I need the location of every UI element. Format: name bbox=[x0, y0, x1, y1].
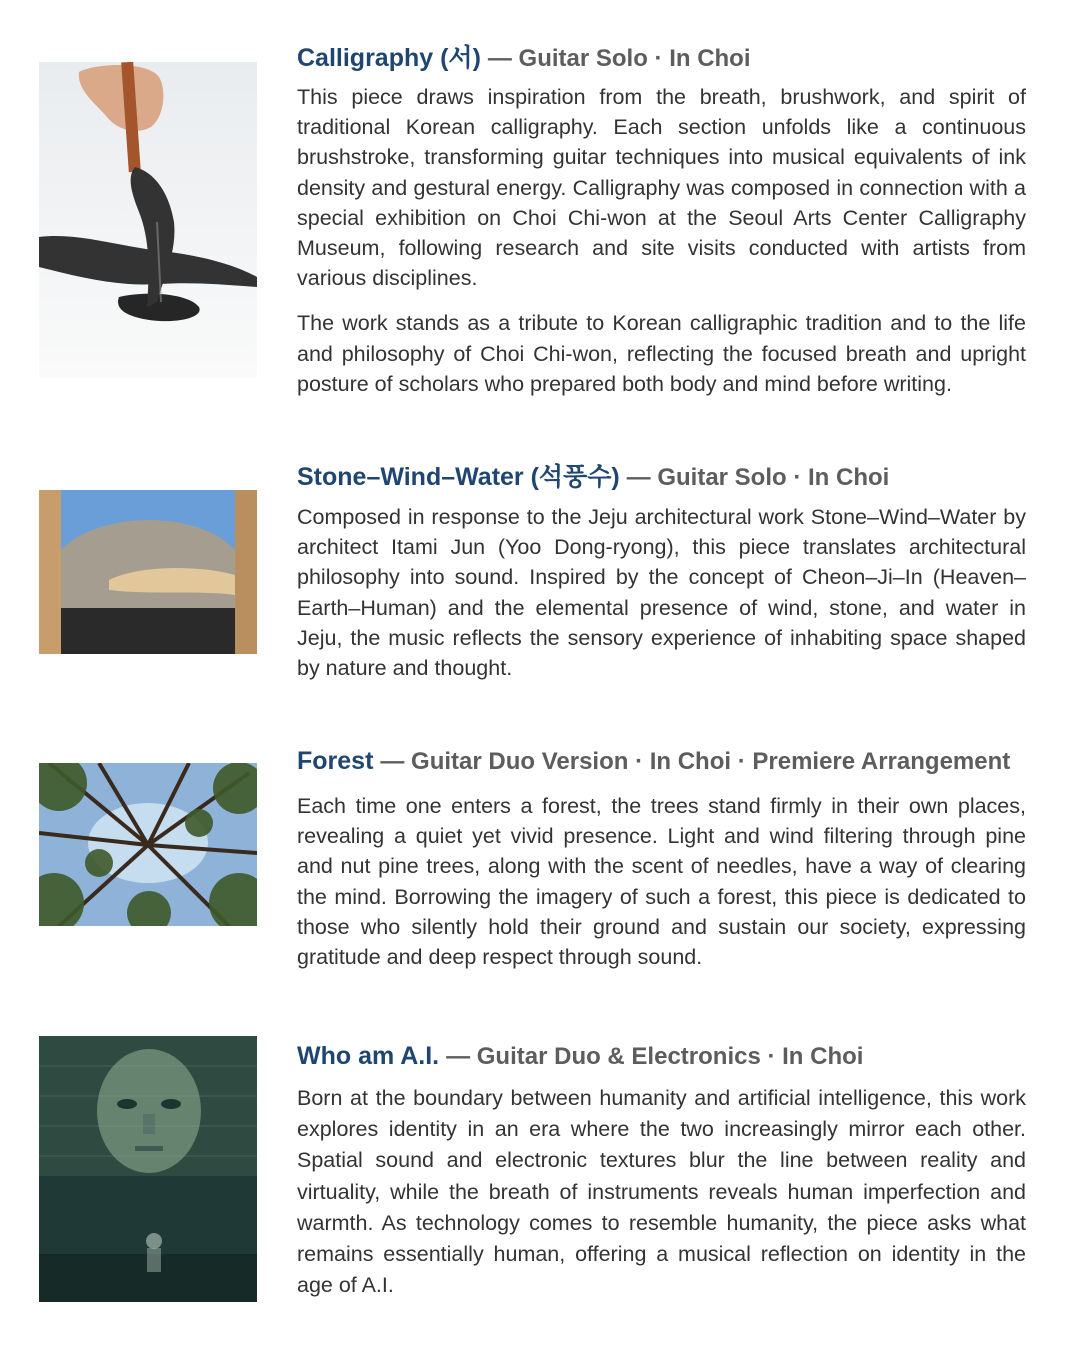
entry-subtitle: — Guitar Solo · In Choi bbox=[626, 464, 890, 491]
forest-photo bbox=[39, 763, 257, 926]
entry-title: Who am A.I. bbox=[297, 1042, 440, 1070]
calligraphy-brush-photo bbox=[39, 62, 257, 378]
entry-paragraph: Born at the boundary between humanity and artificial intelligence, this work explores identity in an era where the two increasingly mirror each other. Spatial sound and electronic textures blur the line between reality and virtuality, while the breath of instruments reveals human imperfection and warmth. As technology comes to resemble humanity, the piece asks what remains essentially human, offering a musical reflection on identity in the age of A.I. bbox=[297, 1086, 1026, 1298]
entry-text bbox=[297, 1039, 1026, 1301]
entry-paragraph: The work stands as a tribute to Korean calligraphic tradition and to the life and philosophy of Choi Chi-won, reflecting the focused breath and upright posture of scholars who prepared both body and mind before writing. bbox=[297, 311, 1026, 396]
entry-text bbox=[297, 744, 1026, 972]
entry-text bbox=[297, 41, 1026, 399]
entry-heading bbox=[297, 460, 1026, 495]
entry-heading bbox=[297, 744, 1026, 779]
entry-subtitle: — Guitar Solo · In Choi bbox=[487, 45, 751, 72]
entry-subtitle: — Guitar Duo & Electronics · In Choi bbox=[446, 1043, 864, 1070]
architecture-photo bbox=[39, 490, 257, 654]
entry-paragraph: Composed in response to the Jeju architectural work Stone–Wind–Water by architect Itami Jun (Yoo Dong-ryong), this piece translates architectural philosophy into sound. Inspired by the concept of Cheon–Ji–In (Heaven–Earth–Human) and the elemental presence of wind, stone, and water in Jeju, the music reflects the sensory experience of inhabiting space shaped by nature and thought. bbox=[297, 505, 1026, 681]
entry-text bbox=[297, 460, 1026, 683]
entry-title: Stone–Wind–Water (석풍수) bbox=[297, 463, 620, 491]
entry-subtitle: — Guitar Duo Version · In Choi · Premiere Arrangement bbox=[380, 748, 1011, 775]
entry-heading bbox=[297, 1039, 1026, 1074]
entry-title: Forest bbox=[297, 747, 374, 775]
entry-heading bbox=[297, 41, 1026, 76]
ai-stage-photo bbox=[39, 1036, 257, 1302]
entry-title: Calligraphy (서) bbox=[297, 44, 481, 72]
entry-paragraph: Each time one enters a forest, the trees stand firmly in their own places, revealing a quiet yet vivid presence. Light and wind filtering through pine and nut pine trees, along with the scent of needles, have a way of clearing the mind. Borrowing the imagery of such a forest, this piece is dedicated to those who silently hold their ground and sustain our society, expressing gratitude and deep respect through sound. bbox=[297, 794, 1026, 970]
entry-paragraph: This piece draws inspiration from the breath, brushwork, and spirit of traditional Korean calligraphy. Each section unfolds like a continuous brushstroke, transforming guitar techniques into musical equivalents of ink density and gestural energy. Calligraphy was composed in connection with a special exhibition on Choi Chi-won at the Seoul Arts Center Calligraphy Museum, following research and site visits conducted with artists from various disciplines. bbox=[297, 85, 1026, 291]
